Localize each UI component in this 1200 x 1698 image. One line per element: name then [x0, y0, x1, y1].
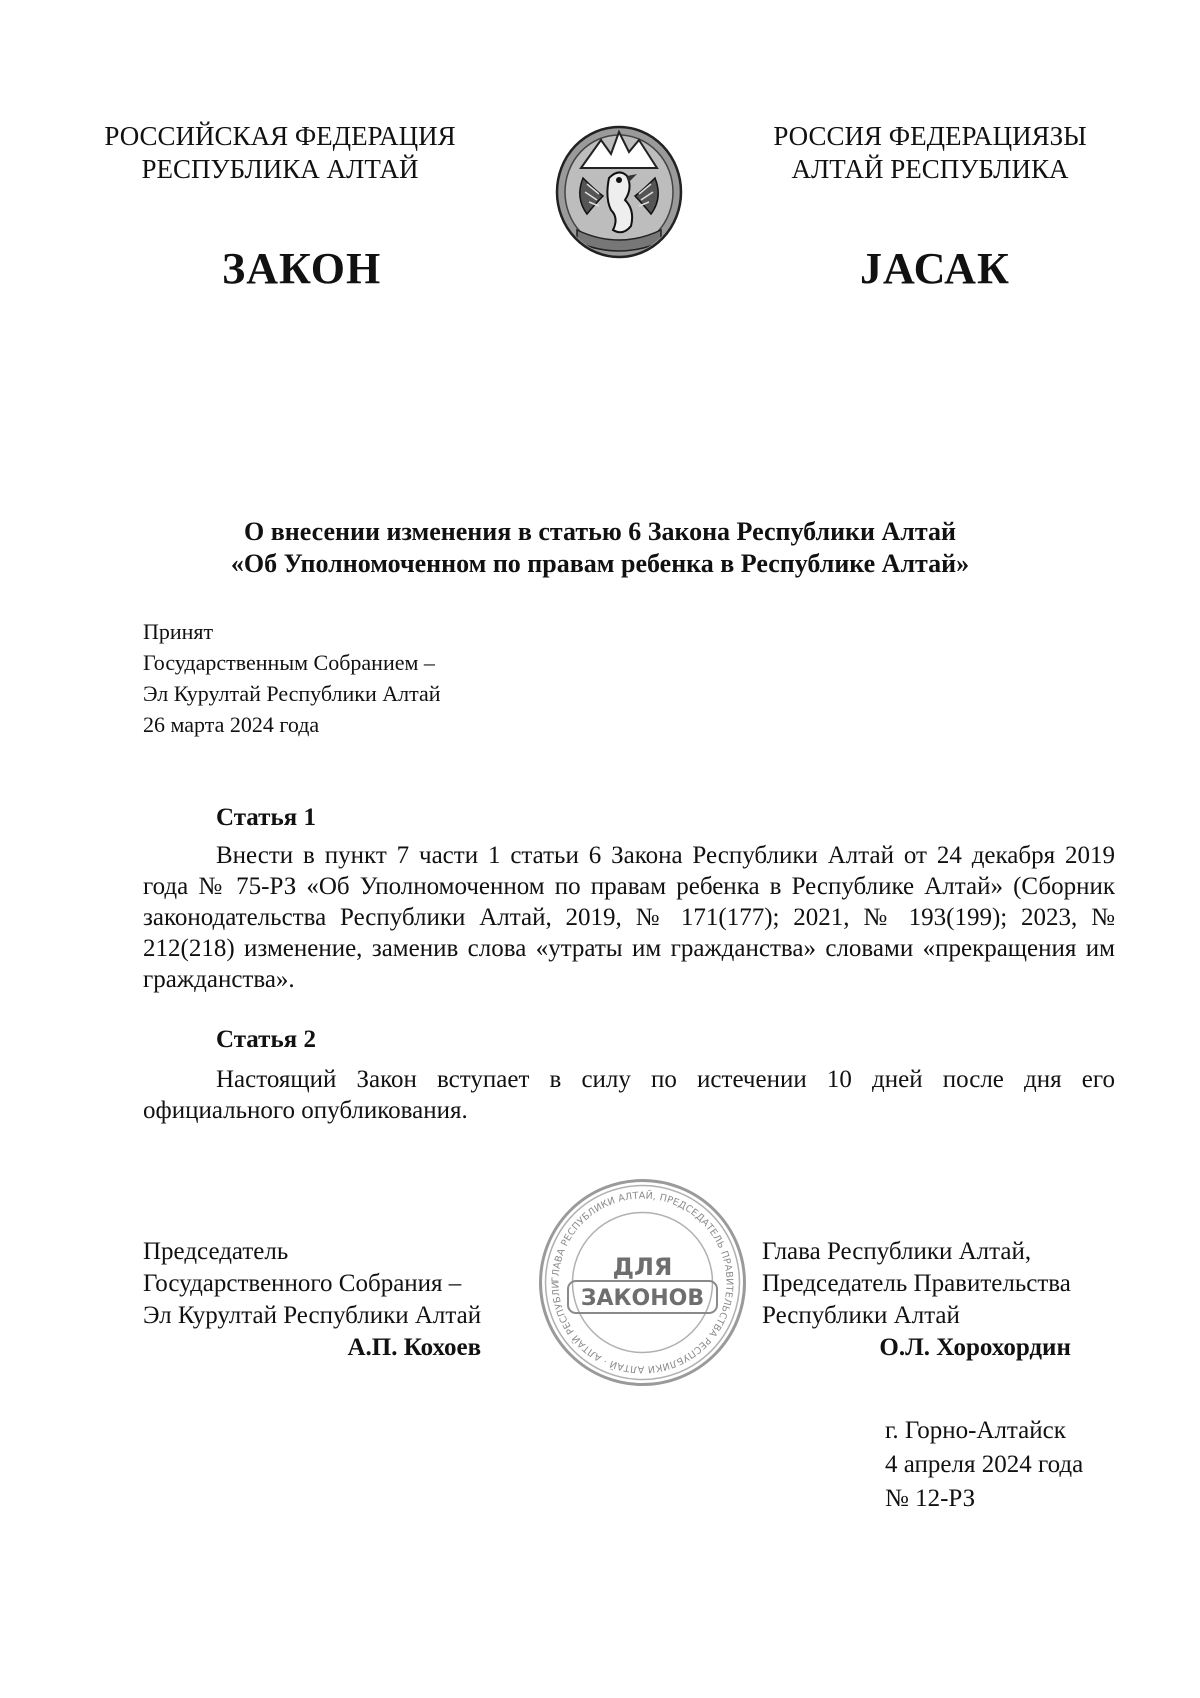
- place-date: 4 апреля 2024 года: [885, 1451, 1084, 1478]
- signature-left-name: А.П. Кохоев: [347, 1334, 482, 1361]
- adoption-date: 26 марта 2024 года: [143, 712, 320, 737]
- signature-right-line-2: Председатель Правительства: [762, 1270, 1071, 1297]
- header-right: [760, 120, 1100, 186]
- official-stamp: [535, 1175, 750, 1390]
- signature-left-line-2: Государственного Собрания –: [143, 1270, 462, 1297]
- signature-left-line-1: Председатель: [143, 1238, 289, 1265]
- signature-right-name: О.Л. Хорохордин: [879, 1334, 1071, 1361]
- stamp-ring-text: ГЛАВА РЕСПУБЛИКИ АЛТАЙ, ПРЕДСЕДАТЕЛЬ ПРАВИТЕЛЬСТВА РЕСПУБЛИКИ АЛТАЙ · АЛТАЙ РЕСПУБЛИ: [550, 1190, 735, 1375]
- stamp-center-line-2: ЗАКОНОВ: [580, 1286, 705, 1311]
- article-1-heading: Статья 1: [216, 804, 316, 831]
- law-number: № 12-РЗ: [885, 1485, 976, 1512]
- header-left-line-1: РОССИЙСКАЯ ФЕДЕРАЦИЯ: [104, 121, 456, 151]
- adoption-line-1: Принят: [143, 619, 214, 644]
- place-date-number: [885, 1414, 1083, 1516]
- signature-right-line-3: Республики Алтай: [762, 1302, 960, 1329]
- article-1-text: Внести в пункт 7 части 1 статьи 6 Закона Республики Алтай от 24 декабря 2019 года № 75-РЗ «Об Уполномоченном по правам ребенка в Республике Алтай» (Сборник законодательства Республики Алтай, 2019, № 171(177); 2021, № 193(199); 2023, № 212(218) изменение, заменив слова «утраты им гражданства» словами «прекращения им гражданства».: [143, 842, 1115, 993]
- adoption-line-3: Эл Курултай Республики Алтай: [143, 681, 441, 706]
- header-left-line-2: РЕСПУБЛИКА АЛТАЙ: [141, 154, 419, 184]
- doc-type-altai: JАСАК: [860, 244, 1010, 293]
- signature-right: [762, 1236, 1071, 1364]
- article-2-heading: Статья 2: [216, 1026, 316, 1053]
- law-title-line-1: О внесении изменения в статью 6 Закона Республики Алтай: [244, 517, 956, 546]
- stamp-center-line-1: ДЛЯ: [612, 1253, 673, 1281]
- header-left: [90, 120, 470, 186]
- place-city: г. Горно-Алтайск: [885, 1417, 1066, 1444]
- adoption-line-2: Государственным Собранием –: [143, 650, 435, 675]
- header-right-line-2: АЛТАЙ РЕСПУБЛИКА: [791, 154, 1069, 184]
- doc-type-russian: ЗАКОН: [222, 244, 382, 293]
- law-title-line-2: «Об Уполномоченном по правам ребенка в Республике Алтай»: [230, 549, 970, 578]
- signature-left: [143, 1236, 481, 1364]
- article-2-text: Настоящий Закон вступает в силу по истечении 10 дней после дня его официального опубликования.: [143, 1066, 1115, 1124]
- republic-altai-coat-of-arms-icon: [553, 118, 685, 260]
- adoption-block: [143, 616, 441, 740]
- law-title: [100, 516, 1100, 580]
- signature-left-line-3: Эл Курултай Республики Алтай: [143, 1302, 482, 1329]
- signature-right-line-1: Глава Республики Алтай,: [762, 1238, 1032, 1265]
- header-right-line-1: РОССИЯ ФЕДЕРАЦИЯЗЫ: [773, 121, 1087, 151]
